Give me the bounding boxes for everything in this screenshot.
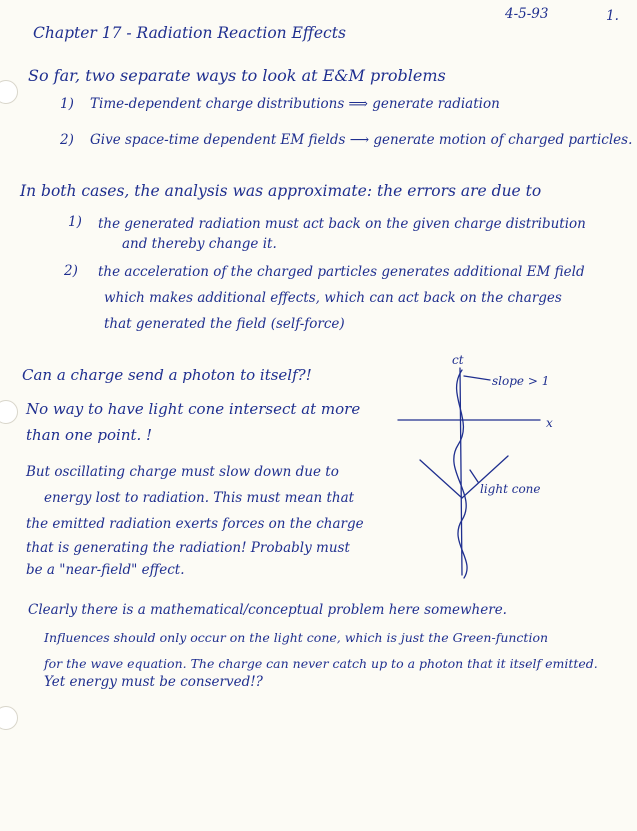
intro-item-2-number: 2): [60, 132, 74, 148]
analysis-lead: In both cases, the analysis was approximate: the errors are due to: [20, 182, 542, 200]
conclusion-line-1: Clearly there is a mathematical/conceptual problem here somewhere.: [28, 602, 507, 618]
conclusion-line-2: Influences should only occur on the light cone, which is just the Green-function: [44, 630, 549, 645]
binder-hole-top: [0, 80, 18, 104]
analysis-item-2-number: 2): [64, 263, 78, 279]
question-line-2: than one point. !: [26, 426, 153, 444]
page-title: Chapter 17 - Radiation Reaction Effects: [33, 24, 346, 42]
intro-item-1-number: 1): [60, 96, 74, 112]
oscillating-line-5: be a "near-field" effect.: [26, 562, 185, 578]
analysis-item-2-line-2: which makes additional effects, which can act back on the charges: [104, 290, 562, 306]
oscillating-line-3: the emitted radiation exerts forces on the charge: [26, 516, 364, 532]
spacetime-diagram: [380, 350, 580, 580]
x-axis-label: x: [546, 416, 553, 430]
binder-hole-middle: [0, 400, 18, 424]
analysis-item-2-line-1: the acceleration of the charged particles generates additional EM field: [98, 264, 585, 280]
analysis-item-1-line-2: and thereby change it.: [122, 236, 277, 252]
page-number: 1.: [606, 8, 619, 24]
page-date: 4-5-93: [505, 6, 549, 22]
intro-item-2-text: Give space-time dependent EM fields ⟶ generate motion of charged particles.: [90, 132, 633, 148]
intro-lead: So far, two separate ways to look at E&M problems: [28, 66, 446, 85]
conclusion-line-3: for the wave equation. The charge can never catch up to a photon that it itself emitted.: [44, 656, 598, 671]
analysis-item-1-number: 1): [68, 214, 82, 230]
binder-hole-bottom: [0, 706, 18, 730]
question-line-1: No way to have light cone intersect at more: [26, 400, 361, 418]
oscillating-line-1: But oscillating charge must slow down due to: [26, 464, 339, 480]
intro-item-1-text: Time-dependent charge distributions ⟹ generate radiation: [90, 96, 500, 112]
question-title: Can a charge send a photon to itself?!: [22, 366, 312, 384]
light-cone-pointer: [470, 470, 478, 482]
oscillating-line-4: that is generating the radiation! Probably must: [26, 540, 350, 556]
conclusion-line-4: Yet energy must be conserved!?: [44, 674, 263, 690]
analysis-item-2-line-3: that generated the field (self-force): [104, 316, 345, 332]
ct-axis-label: ct: [452, 353, 464, 367]
slope-pointer: [464, 376, 490, 380]
oscillating-line-2: energy lost to radiation. This must mean that: [44, 490, 355, 506]
light-cone-label: light cone: [480, 482, 541, 496]
analysis-item-1-line-1: the generated radiation must act back on the given charge distribution: [98, 216, 586, 232]
slope-label: slope > 1: [492, 374, 550, 388]
